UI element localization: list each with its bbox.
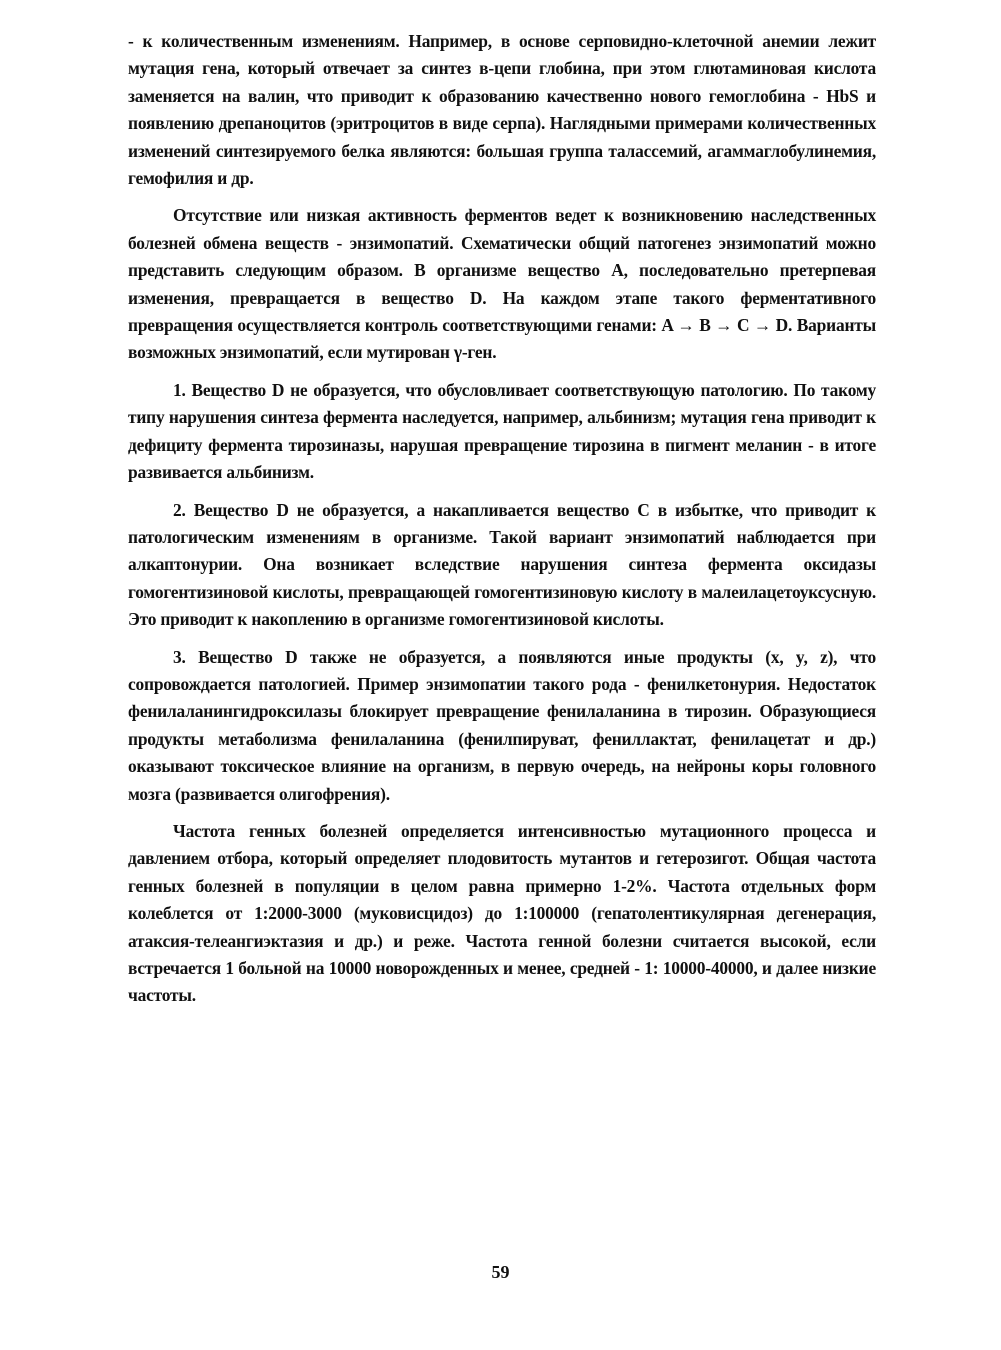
page-body — [128, 28, 876, 1020]
paragraph-frequency: Частота генных болезней определяется интенсивностью мутационного процесса и давлением отбора, который определяет плодовитость мутантов и гетерозигот. Общая частота генных болезней в популяции в целом равна примерно 1-2%. Частота отдельных форм колеблется от 1:2000-3000 (муковисцидоз) до 1:100000 (гепатолентикулярная дегенерация, атаксия-телеангиэктазия и др.) и реже. Частота генной болезни считается высокой, если встречается 1 больной на 10000 новорожденных и менее, средней - 1: 10000-40000, и далее низкие частоты. — [128, 820, 876, 1006]
paragraph-continuation: - к количественным изменениям. Например, в основе серповидно-клеточной анемии лежит мутация гена, который отвечает за синтез в-цепи глобина, при этом глютаминовая кислота заменяется на валин, что приводит к образованию качественно нового гемоглобина - HbS и появлению дрепаноцитов (эритроцитов в виде серпа). Наглядными примерами количественных изменений синтезируемого белка являются: большая группа талассемий, агаммаглобулинемия, гемофилия и др. — [128, 31, 876, 189]
paragraph-variant-2: 2. Вещество D не образуется, а накапливается вещество C в избытке, что приводит к патологическим изменениям в организме. Такой вариант энзимопатий наблюдается при алкаптонурии. Она возникает вследствие нарушения синтеза фермента оксидазы гомогентизиновой кислоты, превращающей гомогентизиновую кислоту в малеилацетоуксусную. Это приводит к накоплению в организме гомогентизиновой кислоты. — [128, 499, 876, 630]
paragraph-variant-3: 3. Вещество D также не образуется, а появляются иные продукты (x, y, z), что сопровождается патологией. Пример энзимопатии такого рода - фенилкетонурия. Недостаток фенилаланингидроксилазы блокирует превращение фенилаланина в тирозин. Образующиеся продукты метаболизма фенилаланина (фенилпируват, фениллактат, фенилацетат и др.) оказывают токсическое влияние на организм, в первую очередь, на нейроны коры головного мозга (развивается олигофрения). — [128, 646, 876, 804]
paragraph-enzymopathy-intro: Отсутствие или низкая активность ферментов ведет к возникновению наследственных болезней обмена веществ - энзимопатий. Схематически общий патогенез энзимопатий можно представить следующим образом. В организме вещество А, последовательно претерпевая изменения, превращается в вещество D. На каждом этапе такого ферментативного превращения осуществляется контроль соответствующими генами: A → B → C → D. Варианты возможных энзимопатий, если мутирован γ-ген. — [128, 205, 876, 363]
page-number: 59 — [491, 1262, 510, 1282]
paragraph-variant-1: 1. Вещество D не образуется, что обусловливает соответствующую патологию. По такому типу нарушения синтеза фермента наследуется, например, альбинизм; мутация гена приводит к дефициту фермента тирозиназы, нарушая превращение тирозина в пигмент меланин - в итоге развивается альбинизм. — [128, 379, 876, 483]
